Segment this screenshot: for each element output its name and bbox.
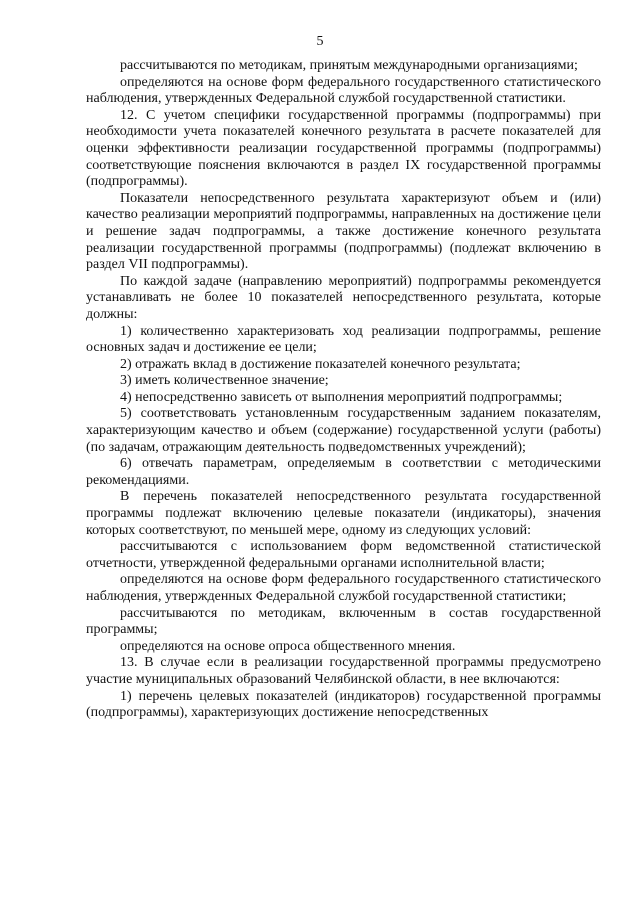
list-item: 2) отражать вклад в достижение показателей конечного результата; bbox=[120, 356, 521, 372]
paragraph: рассчитываются по методикам, принятым международными организациями; bbox=[120, 58, 578, 73]
list-item: 1) количественно характеризовать ход реализации подпрограммы, решение основных задач и достижение ее цели; bbox=[86, 323, 601, 356]
list-item: рассчитываются по методикам, включенным в состав государственной программы; bbox=[86, 605, 601, 638]
paragraph: Показатели непосредственного результата характеризуют объем и (или) качество реализации мероприятий подпрограммы, направленных на достижение цели и решение задач подпрограммы, а также достижение конечного результата реализации государственной программы (подпрограммы) (подлежат включению в раздел VII подпрограммы). bbox=[86, 190, 601, 273]
list-item: определяются на основе форм федерального государственного статистического наблюдения, утвержденных Федеральной службой государственной статистики; bbox=[86, 572, 601, 604]
list-item: 5) соответствовать установленным государственным заданием показателям, характеризующим качество и объем (содержание) государственной услуги (работы) (по задачам, отражающим деятельность подведомственных учреждений); bbox=[86, 406, 601, 455]
paragraph: По каждой задаче (направлению мероприятий) подпрограммы рекомендуется устанавливать не более 10 показателей непосредственного результата, которые должны: bbox=[86, 273, 601, 322]
list-item: определяются на основе опроса общественного мнения. bbox=[120, 638, 456, 654]
document-body bbox=[86, 58, 601, 722]
paragraph: 13. В случае если в реализации государственной программы предусмотрено участие муниципальных образований Челябинской области, в нее включаются: bbox=[86, 655, 601, 687]
list-item: 3) иметь количественное значение; bbox=[120, 373, 329, 389]
list-item: 4) непосредственно зависеть от выполнения мероприятий подпрограммы; bbox=[120, 389, 563, 405]
list-item: рассчитываются с использованием форм ведомственной статистической отчетности, утвержденной федеральными органами исполнительной власти; bbox=[86, 539, 601, 571]
paragraph: В перечень показателей непосредственного результата государственной программы подлежат включению целевые показатели (индикаторы), значения которых соответствуют, по меньшей мере, одному из следующих условий: bbox=[86, 489, 601, 538]
paragraph: 12. С учетом специфики государственной программы (подпрограммы) при необходимости учета показателей конечного результата в расчете показателей для оценки эффективности реализации государственной программы (подпрограммы) соответствующие пояснения включаются в раздел IX государственной программы (подпрограммы). bbox=[86, 107, 601, 190]
page-number: 5 bbox=[316, 34, 324, 49]
paragraph: определяются на основе форм федерального государственного статистического наблюдения, утвержденных Федеральной службой государственной статистики. bbox=[86, 74, 601, 107]
list-item: 1) перечень целевых показателей (индикаторов) государственной программы (подпрограммы), характеризующих достижение непосредственных bbox=[86, 688, 601, 721]
list-item: 6) отвечать параметрам, определяемым в соответствии с методическими рекомендациями. bbox=[86, 456, 601, 488]
